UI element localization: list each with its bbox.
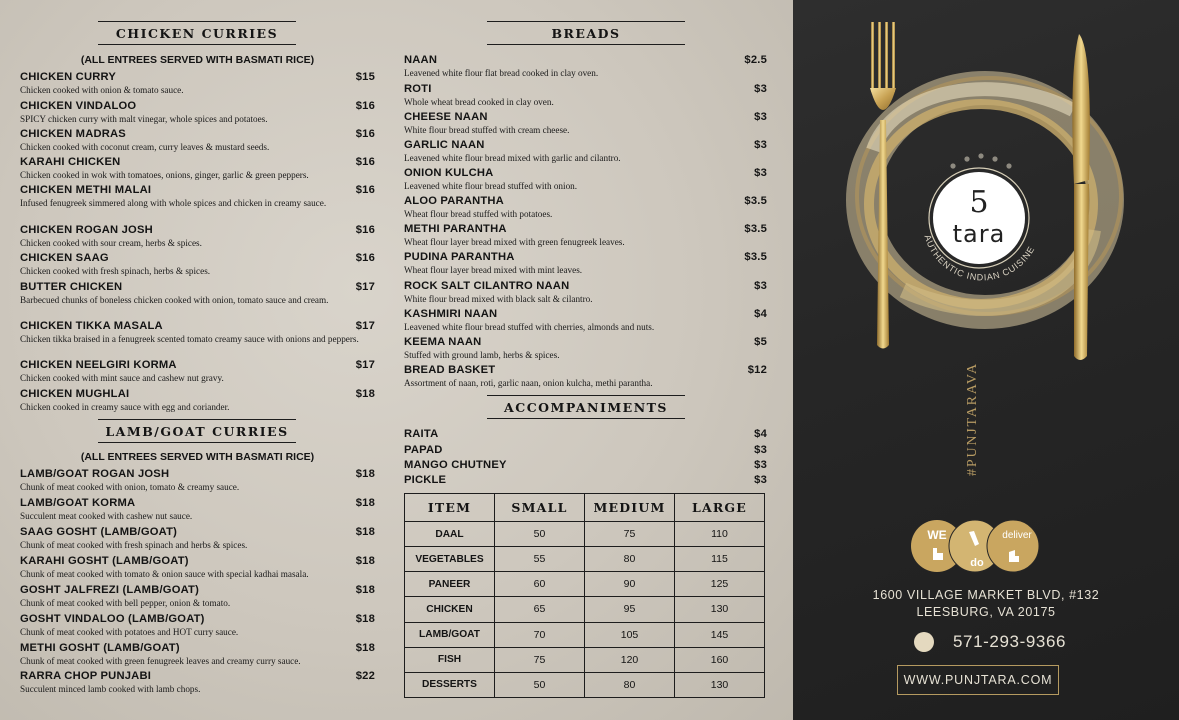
phone-icon [914,632,934,652]
menu-item-price: $3 [754,167,767,179]
table-header: SMALL [495,494,585,522]
menu-item-description: Whole wheat bread cooked in clay oven. [404,96,554,107]
menu-item [404,167,767,191]
badge-word-we: WE [927,528,947,542]
lamb-goat-note: (ALL ENTREES SERVED WITH BASMATI RICE) [80,451,315,463]
menu-item-price: $16 [355,100,375,112]
chicken-curries-note: (ALL ENTREES SERVED WITH BASMATI RICE) [80,54,315,66]
table-cell: 75 [495,647,585,672]
address-line-1: 1600 VILLAGE MARKET BLVD, #132 [872,588,1100,602]
menu-item-description: Leavened white flour bread stuffed with onion. [404,180,578,191]
menu-item-description: Chicken cooked with sour cream, herbs & spices. [20,237,202,248]
menu-item-name: KARAHI GOSHT (LAMB/GOAT) [20,555,189,567]
menu-item-description: Chunk of meat cooked with bell pepper, onion & tomato. [20,597,231,608]
menu-item [20,388,375,412]
menu-item [20,156,375,180]
menu-item-name: CHICKEN TIKKA MASALA [20,320,163,332]
menu-item-header [20,359,375,372]
accompaniment-price: $3 [754,459,767,471]
menu-item-header [20,71,375,84]
stars-icon [950,153,1011,168]
address-line-2: LEESBURG, VA 20175 [916,605,1056,619]
menu-item-price: $16 [355,184,375,196]
menu-item-description: Chicken cooked with onion & tomato sauce. [20,84,184,95]
menu-item-header [404,54,767,67]
menu-item-description: Chunk of meat cooked with tomato & onion sauce with special kadhai masala. [20,568,309,579]
menu-item-header [404,280,767,293]
accompaniments-title: ACCOMPANIMENTS [487,395,685,419]
logo-name: tara [952,220,1006,248]
menu-item-name: GOSHT VINDALOO (LAMB/GOAT) [20,613,205,625]
menu-item-header [20,320,375,333]
menu-item-price: $12 [747,364,767,376]
menu-item-price: $3 [754,111,767,123]
menu-item-header [20,497,375,510]
table-row-label: CHICKEN [405,597,495,622]
menu-item [20,224,375,248]
menu-item-name: ROCK SALT CILANTRO NAAN [404,280,570,292]
table-cell: 70 [495,622,585,647]
hashtag-text: #PUNJTARAVA [965,362,980,476]
table-cell: 115 [675,547,765,572]
breads-title: BREADS [487,21,685,45]
table-cell: 130 [675,672,765,697]
menu-item-name: LAMB/GOAT ROGAN JOSH [20,468,170,480]
accompaniment-name: PAPAD [404,444,443,456]
menu-item-description: Wheat flour layer bread mixed with green fenugreek leaves. [404,236,625,247]
menu-item-header [20,252,375,265]
menu-item [20,584,375,608]
menu-item-price: $15 [355,71,375,83]
size-price-table [404,493,765,698]
menu-item-description: Chunk of meat cooked with onion, tomato & creamy sauce. [20,481,240,492]
table-cell: 75 [585,522,675,547]
table-cell: 55 [495,547,585,572]
menu-item-price: $3.5 [744,251,767,263]
accompaniment-name: MANGO CHUTNEY [404,459,507,471]
menu-item [404,364,767,388]
menu-item-header [404,336,767,349]
table-cell: 105 [585,622,675,647]
menu-item [404,54,767,78]
menu-item-name: KARAHI CHICKEN [20,156,121,168]
accompaniment-price: $3 [754,444,767,456]
accompaniment-item [404,444,767,457]
menu-item-header [20,100,375,113]
table-cell: 120 [585,647,675,672]
menu-item-price: $16 [355,156,375,168]
menu-item-description: Barbecued chunks of boneless chicken cooked with onion, tomato sauce and cream. [20,294,329,305]
menu-item-header [20,224,375,237]
menu-item [20,320,375,344]
menu-item-price: $3 [754,83,767,95]
menu-item-name: CHICKEN VINDALOO [20,100,137,112]
menu-item [20,281,375,305]
menu-item-price: $3 [754,280,767,292]
menu-item-header [404,139,767,152]
table-cell: 95 [585,597,675,622]
menu-item-name: ONION KULCHA [404,167,494,179]
menu-item-price: $18 [355,497,375,509]
table-row-label: DESSERTS [405,672,495,697]
menu-item-name: GOSHT JALFREZI (LAMB/GOAT) [20,584,200,596]
table-cell: 60 [495,572,585,597]
menu-item-price: $17 [355,320,375,332]
menu-item-header [20,156,375,169]
table-row-label: PANEER [405,572,495,597]
table-cell: 145 [675,622,765,647]
menu-item-name: CHICKEN MADRAS [20,128,126,140]
menu-item-header [404,167,767,180]
menu-item [404,223,767,247]
menu-item-price: $16 [355,128,375,140]
table-body [405,522,765,698]
menu-item-name: NAAN [404,54,438,66]
menu-item-header [20,388,375,401]
menu-item-description: Leavened white flour bread mixed with garlic and cilantro. [404,152,621,163]
menu-item [20,555,375,579]
logo-tagline: AUTHENTIC INDIAN CUISINE [922,233,1037,283]
menu-item-header [20,642,375,655]
accompaniment-item [404,474,767,487]
menu-item-name: PUDINA PARANTHA [404,251,515,263]
accompaniment-price: $3 [754,474,767,486]
menu-item [20,128,375,152]
table-row [405,647,765,672]
delivery-badge [911,520,1039,572]
menu-item-price: $3.5 [744,195,767,207]
menu-item-description: Chunk of meat cooked with potatoes and HOT curry sauce. [20,626,239,637]
menu-item-price: $18 [355,388,375,400]
menu-item-description: Succulent meat cooked with cashew nut sauce. [20,510,193,521]
table-row [405,597,765,622]
menu-item-header [20,128,375,141]
menu-item [20,71,375,95]
menu-item-header [404,251,767,264]
menu-item-name: BUTTER CHICKEN [20,281,123,293]
menu-item-description: Chicken tikka braised in a fenugreek scented tomato creamy sauce with onions and peppers. [20,333,359,344]
logo [922,168,1041,282]
table-cell: 65 [495,597,585,622]
menu-item [404,83,767,107]
menu-item-name: METHI PARANTHA [404,223,507,235]
menu-item-description: Chicken cooked with mint sauce and cashew nut gravy. [20,372,224,383]
menu-item-header [404,364,767,377]
menu-item-price: $16 [355,252,375,264]
table-cell: 80 [585,547,675,572]
badge-word-do: do [970,557,984,569]
menu-item-header [20,468,375,481]
accompaniment-item [404,459,767,472]
menu-item [20,642,375,666]
menu-item-header [20,584,375,597]
accompaniment-price: $4 [754,428,767,440]
table-row [405,522,765,547]
table-cell: 125 [675,572,765,597]
menu-item-name: ROTI [404,83,432,95]
menu-item-price: $18 [355,642,375,654]
menu-item-name: METHI GOSHT (LAMB/GOAT) [20,642,180,654]
menu-item-price: $2.5 [744,54,767,66]
table-cell: 110 [675,522,765,547]
menu-item-description: Chunk of meat cooked with green fenugreek leaves and creamy curry sauce. [20,655,301,666]
table-header: LARGE [675,494,765,522]
table-cell: 130 [675,597,765,622]
logo-number: 5 [969,185,989,220]
menu-item-header [404,223,767,236]
table-cell: 160 [675,647,765,672]
menu-item-description: SPICY chicken curry with malt vinegar, whole spices and potatoes. [20,113,268,124]
menu-item-description: Chicken cooked in wok with tomatoes, onions, ginger, garlic & green peppers. [20,169,309,180]
menu-item-header [20,281,375,294]
website-link[interactable]: WWW.PUNJTARA.COM [897,665,1059,695]
menu-item-header [404,308,767,321]
menu-item-price: $18 [355,613,375,625]
menu-item-description: White flour bread mixed with black salt & cilantro. [404,293,593,304]
menu-item-name: CHICKEN NEELGIRI KORMA [20,359,177,371]
menu-item [20,252,375,276]
menu-item-name: BREAD BASKET [404,364,496,376]
menu-item-price: $5 [754,336,767,348]
menu-item [404,195,767,219]
menu-item-name: CHICKEN SAAG [20,252,109,264]
menu-item-price: $17 [355,359,375,371]
menu-item-description: White flour bread stuffed with cream cheese. [404,124,570,135]
table-row [405,672,765,697]
menu-item-price: $22 [355,670,375,682]
menu-item-description: Chicken cooked in creamy sauce with egg and coriander. [20,401,230,412]
table-cell: 90 [585,572,675,597]
menu-item-description: Chicken cooked with coconut cream, curry leaves & mustard seeds. [20,141,270,152]
table-cell: 50 [495,522,585,547]
menu-item-header [20,555,375,568]
menu-item [20,359,375,383]
menu-item-name: RARRA CHOP PUNJABI [20,670,152,682]
menu-item-header [404,111,767,124]
menu-item-name: CHICKEN METHI MALAI [20,184,152,196]
menu-item-name: CHICKEN ROGAN JOSH [20,224,153,236]
menu-item [20,468,375,492]
table-row-label: FISH [405,647,495,672]
menu-item-price: $17 [355,281,375,293]
table-row-label: VEGETABLES [405,547,495,572]
menu-item-price: $18 [355,526,375,538]
menu-item-name: CHEESE NAAN [404,111,488,123]
menu-item-price: $18 [355,555,375,567]
table-header: ITEM [405,494,495,522]
menu-item-description: Infused fenugreek simmered along with whole spices and chicken in creamy sauce. [20,197,327,208]
brand-panel [793,0,1179,720]
knife-icon [1072,34,1090,360]
accompaniment-name: RAITA [404,428,439,440]
menu-item-header [20,184,375,197]
menu-item [404,111,767,135]
menu-item [20,526,375,550]
menu-item [20,497,375,521]
badge-word-deliver: deliver [1002,530,1032,541]
menu-item-name: ALOO PARANTHA [404,195,504,207]
accompaniment-item [404,428,767,441]
menu-item-header [404,83,767,96]
table-row [405,622,765,647]
menu-item-description: Wheat flour bread stuffed with potatoes. [404,208,553,219]
menu-item [20,100,375,124]
menu-item-description: Assortment of naan, roti, garlic naan, onion kulcha, methi parantha. [404,377,653,388]
menu-item-description: Leavened white flour bread stuffed with cherries, almonds and nuts. [404,321,655,332]
menu-item [20,184,375,208]
menu-item-description: Chunk of meat cooked with fresh spinach and herbs & spices. [20,539,248,550]
menu-item-name: SAAG GOSHT (LAMB/GOAT) [20,526,178,538]
lamb-goat-title: LAMB/GOAT CURRIES [98,419,296,443]
table-row-label: DAAL [405,522,495,547]
menu-item-price: $18 [355,468,375,480]
menu-item-description: Stuffed with ground lamb, herbs & spices. [404,349,560,360]
menu-item-name: GARLIC NAAN [404,139,485,151]
menu-item-description: Succulent minced lamb cooked with lamb chops. [20,683,201,694]
menu-item-price: $18 [355,584,375,596]
menu-item-price: $3.5 [744,223,767,235]
menu-item-header [20,670,375,683]
menu-item-price: $4 [754,308,767,320]
menu-item-name: KASHMIRI NAAN [404,308,498,320]
menu-item-header [20,613,375,626]
table-header-row [405,494,765,522]
table-row [405,572,765,597]
table-row [405,547,765,572]
menu-item [404,251,767,275]
menu-item [404,336,767,360]
menu-item-header [20,526,375,539]
menu-item-name: CHICKEN MUGHLAI [20,388,130,400]
menu-item-price: $3 [754,139,767,151]
chicken-curries-title: CHICKEN CURRIES [98,21,296,45]
table-row-label: LAMB/GOAT [405,622,495,647]
menu-item-name: CHICKEN CURRY [20,71,117,83]
menu-item-description: Chicken cooked with fresh spinach, herbs & spices. [20,265,211,276]
table-cell: 80 [585,672,675,697]
table-header: MEDIUM [585,494,675,522]
menu-item-header [404,195,767,208]
accompaniment-name: PICKLE [404,474,447,486]
table-cell: 50 [495,672,585,697]
menu-item-description: Wheat flour layer bread mixed with mint leaves. [404,264,583,275]
menu-item [20,613,375,637]
menu-item-description: Leavened white flour flat bread cooked in clay oven. [404,67,599,78]
menu-item-name: KEEMA NAAN [404,336,482,348]
menu-item [20,670,375,694]
menu-item [404,280,767,304]
menu-item [404,139,767,163]
menu-item [404,308,767,332]
phone-number[interactable]: 571-293-9366 [953,632,1067,651]
menu-item-name: LAMB/GOAT KORMA [20,497,136,509]
menu-item-price: $16 [355,224,375,236]
